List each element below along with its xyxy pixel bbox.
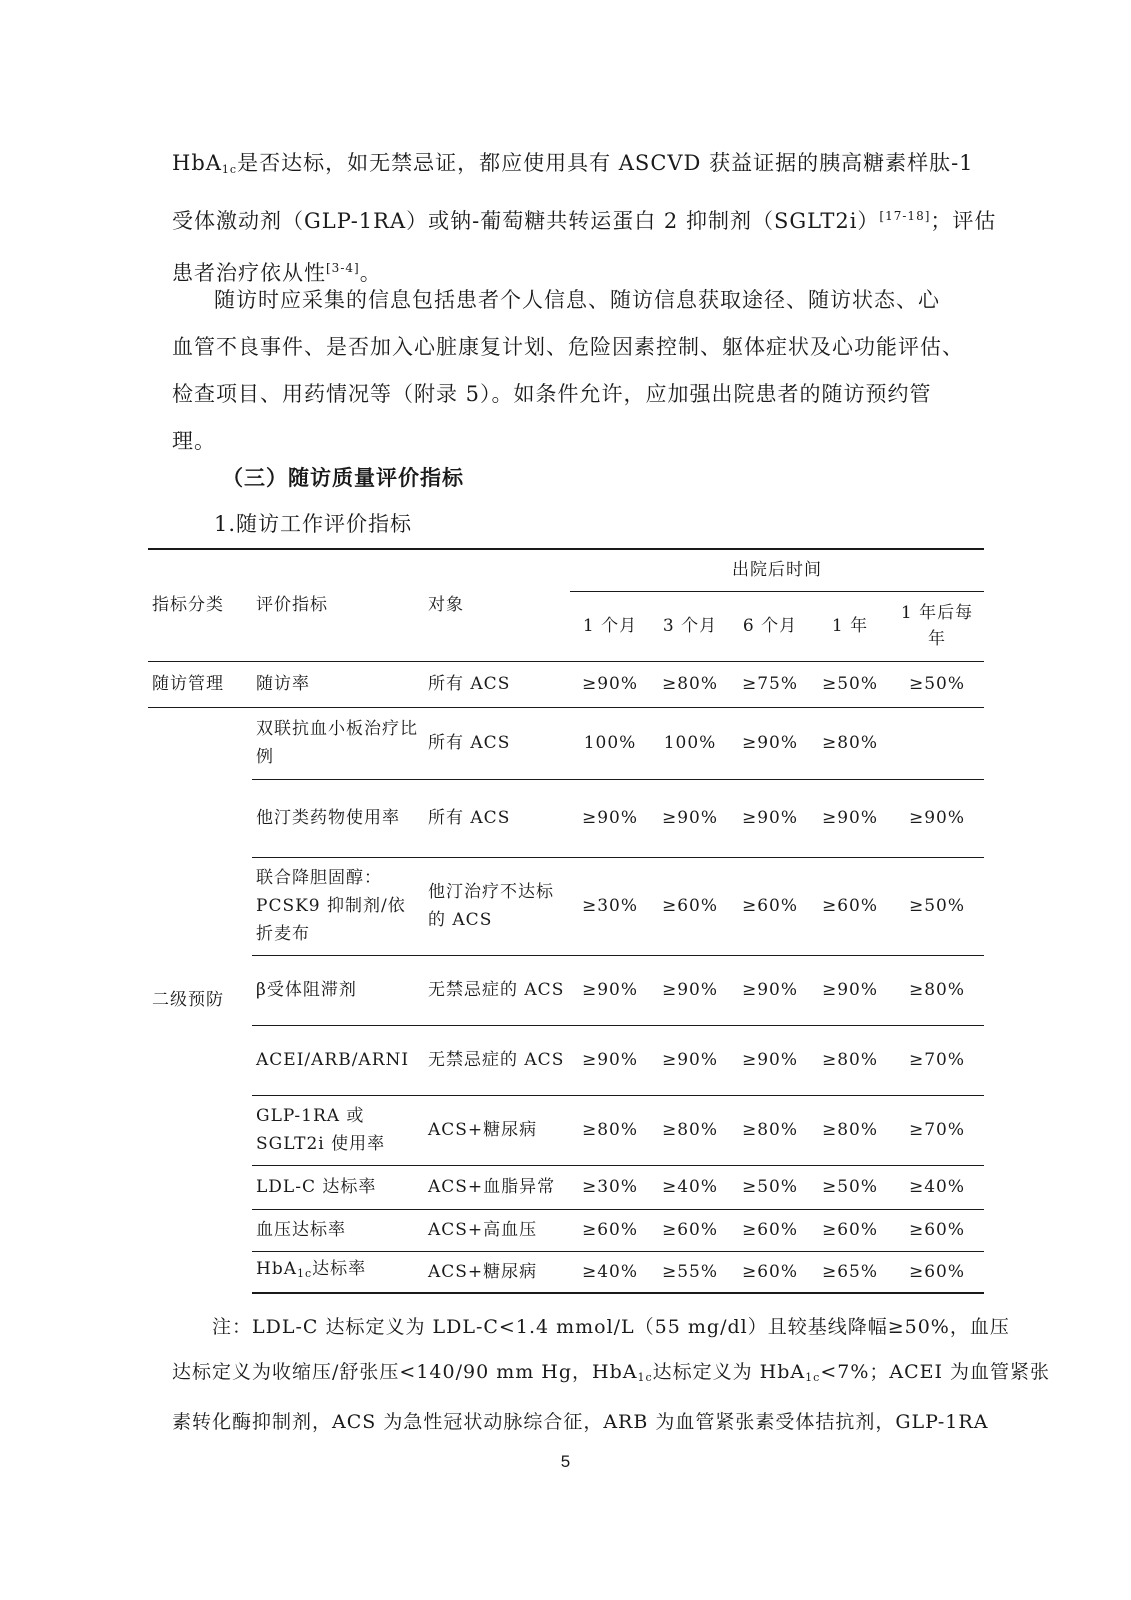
row-value: 100% [570, 707, 650, 779]
row-value: ≥40% [650, 1165, 730, 1209]
row-value: ≥90% [650, 955, 730, 1025]
row-value: ≥60% [810, 857, 890, 955]
table-row [148, 779, 984, 857]
text: HbA [256, 1259, 297, 1280]
text: 受体激动剂（GLP-1RA）或钠-葡萄糖共转运蛋白 2 抑制剂（SGLT2i） [172, 209, 880, 233]
text: <7%；ACEI 为血管紧张 [820, 1361, 1051, 1383]
header-row [148, 549, 984, 591]
row-indicator: β受体阻滞剂 [252, 955, 424, 1025]
row-value: ≥60% [730, 857, 810, 955]
row-value: ≥80% [810, 1095, 890, 1165]
row-value: 100% [650, 707, 730, 779]
followup-paragraph [172, 277, 962, 465]
row-value: ≥60% [730, 1251, 810, 1293]
row-indicator: 血压达标率 [252, 1209, 424, 1251]
text-line: 血管不良事件、是否加入心脏康复计划、危险因素控制、躯体症状及心功能评估、 [172, 335, 964, 359]
subscript: 1c [296, 1267, 313, 1281]
text: 达标定义为收缩压/舒张压<140/90 mm Hg，HbA [172, 1361, 638, 1383]
evaluation-table [148, 548, 984, 1294]
row-value: ≥80% [650, 1095, 730, 1165]
row-value: ≥65% [810, 1251, 890, 1293]
row-indicator: 随访率 [252, 661, 424, 707]
row-value: ≥50% [730, 1165, 810, 1209]
row-value: ≥80% [570, 1095, 650, 1165]
row-indicator: ACEI/ARB/ARNI [252, 1025, 424, 1095]
header-category: 指标分类 [148, 549, 252, 661]
row-value: ≥90% [570, 661, 650, 707]
row-value: ≥80% [810, 707, 890, 779]
header-period: 1 个月 [582, 616, 638, 636]
page-number: 5 [560, 1452, 571, 1471]
text-line: 检查项目、用药情况等（附录 5）。如条件允许，应加强出院患者的随访预约管 [172, 382, 932, 406]
row-indicator: 联合降胆固醇：PCSK9 抑制剂/依折麦布 [252, 857, 424, 955]
row-value: ≥60% [890, 1209, 984, 1251]
row-value: ≥90% [570, 1025, 650, 1095]
header-period: 1 年后每年 [900, 603, 974, 649]
row-value: ≥80% [810, 1025, 890, 1095]
citation-ref: [3-4] [326, 261, 360, 275]
row-indicator [252, 1251, 424, 1293]
subscript: 1c [637, 1371, 653, 1384]
row-category: 随访管理 [148, 661, 252, 707]
row-value: ≥90% [810, 955, 890, 1025]
row-target: 无禁忌症的 ACS [424, 955, 570, 1025]
row-value: ≥90% [650, 1025, 730, 1095]
row-value: ≥90% [730, 779, 810, 857]
row-indicator: GLP-1RA 或 SGLT2i 使用率 [252, 1095, 424, 1165]
row-target: 所有 ACS [424, 779, 570, 857]
row-value: ≥30% [570, 857, 650, 955]
section-heading: （三）随访质量评价指标 [222, 465, 464, 490]
row-value: ≥55% [650, 1251, 730, 1293]
table-row [148, 1251, 984, 1293]
table-row [148, 955, 984, 1025]
row-value: ≥60% [650, 1209, 730, 1251]
table-row [148, 1025, 984, 1095]
row-value: ≥40% [570, 1251, 650, 1293]
row-value: ≥90% [730, 1025, 810, 1095]
citation-ref: [17-18] [879, 209, 931, 223]
row-value [890, 707, 984, 779]
row-value: ≥60% [730, 1209, 810, 1251]
text-line: 注：LDL-C 达标定义为 LDL-C<1.4 mmol/L（55 mg/dl）且较基线降幅≥50%，血压 [212, 1316, 1010, 1338]
row-value: ≥70% [890, 1025, 984, 1095]
header-target: 对象 [424, 549, 570, 661]
row-target: 所有 ACS [424, 707, 570, 779]
row-value: ≥90% [730, 707, 810, 779]
row-value: ≥60% [810, 1209, 890, 1251]
table-note [172, 1305, 1051, 1445]
header-period: 6 个月 [742, 616, 798, 636]
row-value: ≥50% [890, 857, 984, 955]
header-time-group: 出院后时间 [570, 549, 984, 591]
row-target: 他汀治疗不达标的 ACS [424, 857, 570, 955]
text-line [172, 140, 974, 193]
row-value: ≥90% [730, 955, 810, 1025]
row-value: ≥40% [890, 1165, 984, 1209]
text: 。 [359, 261, 382, 285]
text-line: 理。 [172, 429, 216, 453]
row-value: ≥90% [810, 779, 890, 857]
table-row [148, 661, 984, 707]
header-period: 1 年 [831, 616, 869, 636]
row-value: ≥60% [890, 1251, 984, 1293]
row-category: 二级预防 [152, 990, 224, 1011]
row-indicator: LDL-C 达标率 [252, 1165, 424, 1209]
subsection-heading: 1.随访工作评价指标 [214, 512, 413, 536]
row-value: ≥60% [570, 1209, 650, 1251]
text: 是否达标，如无禁忌证，都应使用具有 ASCVD 获益证据的胰高糖素样肽-1 [237, 151, 974, 175]
text-line: 素转化酶抑制剂，ACS 为急性冠状动脉综合征，ARB 为血管紧张素受体拮抗剂，GLP-1RA [172, 1411, 989, 1433]
row-value: ≥30% [570, 1165, 650, 1209]
subscript: 1c [221, 163, 238, 176]
row-indicator: 双联抗血小板治疗比例 [252, 707, 424, 779]
row-target: ACS+血脂异常 [424, 1165, 570, 1209]
table-row [148, 1095, 984, 1165]
row-value: ≥90% [570, 779, 650, 857]
row-target: 所有 ACS [424, 661, 570, 707]
row-value: ≥60% [650, 857, 730, 955]
text: ；评估 [930, 209, 997, 233]
row-value: ≥75% [730, 661, 810, 707]
header-period: 3 个月 [662, 616, 718, 636]
row-target: 无禁忌症的 ACS [424, 1025, 570, 1095]
row-value: ≥80% [890, 955, 984, 1025]
row-value: ≥50% [890, 661, 984, 707]
row-value: ≥70% [890, 1095, 984, 1165]
table-row [148, 707, 984, 779]
row-target: ACS+糖尿病 [424, 1251, 570, 1293]
text-line [172, 193, 997, 245]
text-line [172, 1350, 1051, 1400]
row-target: ACS+糖尿病 [424, 1095, 570, 1165]
intro-paragraph [172, 140, 997, 297]
text: HbA [172, 151, 222, 175]
row-value: ≥50% [810, 1165, 890, 1209]
table-row [148, 1165, 984, 1209]
table-row [148, 1209, 984, 1251]
row-value: ≥90% [650, 779, 730, 857]
text: 达标定义为 HbA [652, 1361, 806, 1383]
subscript: 1c [805, 1371, 821, 1384]
row-value: ≥80% [650, 661, 730, 707]
text: 患者治疗依从性 [172, 261, 326, 285]
header-indicator: 评价指标 [252, 549, 424, 661]
text-line: 随访时应采集的信息包括患者个人信息、随访信息获取途径、随访状态、心 [214, 288, 940, 312]
text: 达标率 [312, 1259, 367, 1280]
table-row [148, 857, 984, 955]
row-indicator: 他汀类药物使用率 [252, 779, 424, 857]
row-value: ≥80% [730, 1095, 810, 1165]
row-value: ≥90% [570, 955, 650, 1025]
row-target: ACS+高血压 [424, 1209, 570, 1251]
row-value: ≥90% [890, 779, 984, 857]
row-value: ≥50% [810, 661, 890, 707]
